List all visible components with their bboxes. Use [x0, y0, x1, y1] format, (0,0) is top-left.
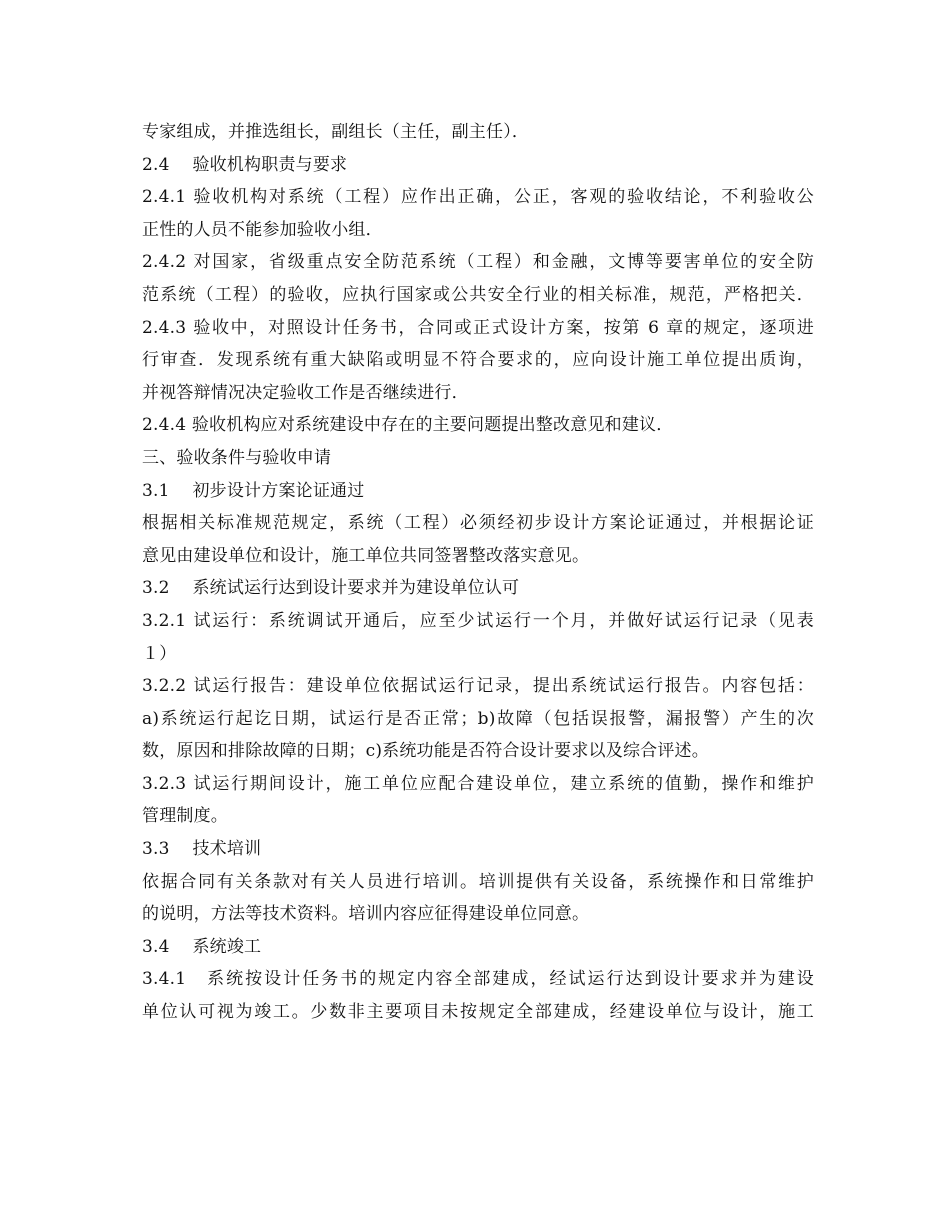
text-line: 3.4 系统竣工 — [142, 936, 262, 957]
text-line: 正性的人员不能参加验收小组． — [142, 219, 383, 240]
text-line: 依据合同有关条款对有关人员进行培训。培训提供有关设备，系统操作和日常维护 — [142, 871, 814, 892]
text-line: 专家组成，并推选组长，副组长（主任，副主任）． — [142, 122, 530, 142]
text-line: 意见由建设单位和设计，施工单位共同签署整改落实意见。 — [142, 545, 590, 566]
text-line: 并视答辩情况决定验收工作是否继续进行． — [142, 382, 469, 403]
text-line: 行审查．发现系统有重大缺陷或明显不符合要求的，应向设计施工单位提出质询， — [142, 350, 814, 371]
text-line: 3.2.1 试运行：系统调试开通后，应至少试运行一个月，并做好试运行记录（见表 — [142, 610, 814, 631]
document-body — [142, 116, 814, 1029]
text-line: 2.4.3 验收中，对照设计任务书，合同或正式设计方案，按第 6 章的规定，逐项进 — [142, 317, 814, 338]
text-line: 3.3 技术培训 — [142, 839, 262, 860]
text-line: 三、验收条件与验收申请 — [142, 447, 332, 468]
text-line: 3.2 系统试运行达到设计要求并为建设单位认可 — [142, 578, 520, 599]
text-line: 2.4.1 验收机构对系统（工程）应作出正确，公正，客观的验收结论，不利验收公 — [142, 187, 814, 208]
text-line: 3.4.1 系统按设计任务书的规定内容全部建成，经试运行达到设计要求并为建设 — [142, 969, 814, 990]
text-line: 2.4.2 对国家，省级重点安全防范系统（工程）和金融，文博等要害单位的安全防 — [142, 252, 814, 273]
text-line: a)系统运行起讫日期，试运行是否正常；b)故障（包括误报警，漏报警）产生的次 — [142, 708, 814, 729]
text-line: 的说明，方法等技术资料。培训内容应征得建设单位同意。 — [142, 904, 590, 925]
text-line: 单位认可视为竣工。少数非主要项目未按规定全部建成，经建设单位与设计，施工 — [142, 1002, 814, 1023]
text-line: 根据相关标准规范规定，系统（工程）必须经初步设计方案论证通过，并根据论证 — [142, 513, 814, 534]
text-line: 3.2.3 试运行期间设计，施工单位应配合建设单位，建立系统的值勤，操作和维护 — [142, 773, 814, 794]
text-line: 3.1 初步设计方案论证通过 — [142, 480, 365, 501]
text-line: 2.4 验收机构职责与要求 — [142, 154, 348, 175]
text-line: 管理制度。 — [142, 806, 228, 827]
text-line: 2.4.4 验收机构应对系统建设中存在的主要问题提出整改意见和建议． — [142, 415, 674, 436]
text-line: 数，原因和排除故障的日期；c)系统功能是否符合设计要求以及综合评述。 — [142, 741, 709, 762]
text-line: １） — [142, 643, 177, 664]
text-line: 3.2.2 试运行报告：建设单位依据试运行记录，提出系统试运行报告。内容包括： — [142, 676, 814, 697]
text-line: 范系统（工程）的验收，应执行国家或公共安全行业的相关标准，规范，严格把关． — [142, 284, 814, 305]
